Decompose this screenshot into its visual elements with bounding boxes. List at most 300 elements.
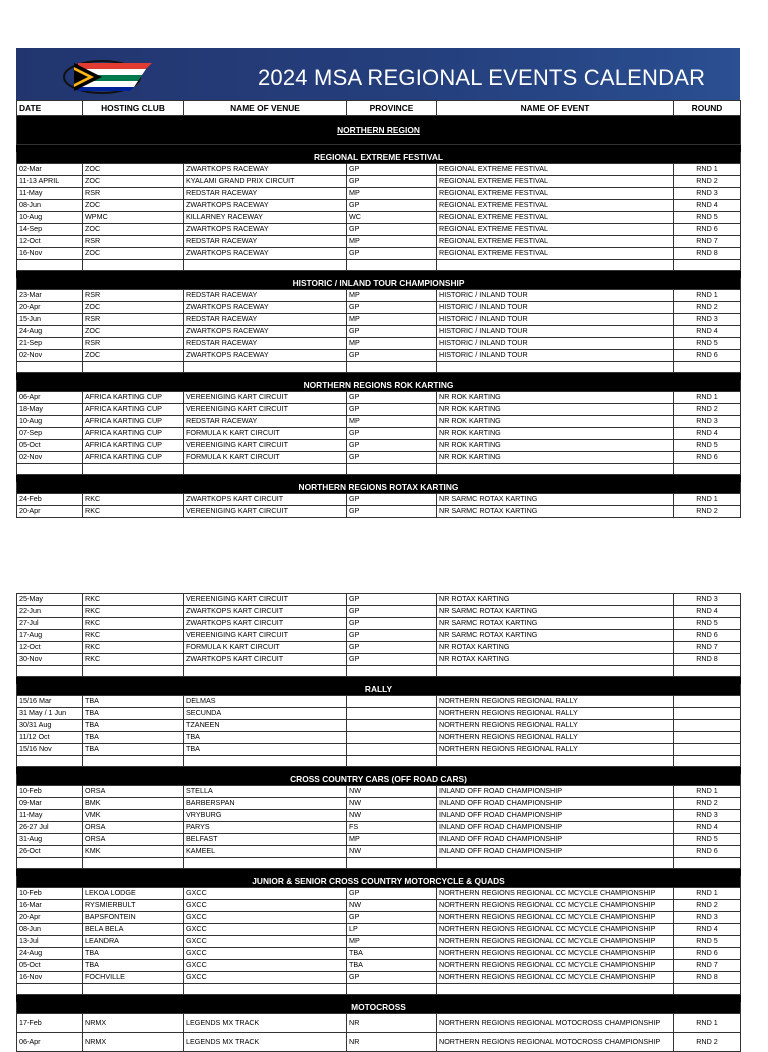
cell-venue: VRYBURG bbox=[184, 810, 347, 822]
cell-province: GP bbox=[347, 630, 437, 642]
cell-event: NORTHERN REGIONS REGIONAL CC MCYCLE CHAMPIONSHIP bbox=[437, 960, 674, 972]
cell-date: 24-Aug bbox=[17, 326, 83, 338]
cell-event: HISTORIC / INLAND TOUR bbox=[437, 302, 674, 314]
cell-province: GP bbox=[347, 248, 437, 260]
table-row bbox=[17, 822, 741, 834]
cell-round bbox=[674, 720, 741, 732]
col-hosting-club: HOSTING CLUB bbox=[83, 101, 184, 116]
table-row bbox=[17, 960, 741, 972]
cell-venue: STELLA bbox=[184, 786, 347, 798]
cell-date: 23-Mar bbox=[17, 290, 83, 302]
table-row bbox=[17, 594, 741, 606]
cell-round: RND 6 bbox=[674, 630, 741, 642]
cell-round: RND 1 bbox=[674, 290, 741, 302]
cell-round: RND 6 bbox=[674, 948, 741, 960]
cell-club: TBA bbox=[83, 948, 184, 960]
section-header bbox=[17, 774, 741, 786]
cell-club: ORSA bbox=[83, 834, 184, 846]
cell-venue: GXCC bbox=[184, 972, 347, 984]
cell-club: BELA BELA bbox=[83, 924, 184, 936]
cell-club: TBA bbox=[83, 960, 184, 972]
cell-club: ZOC bbox=[83, 164, 184, 176]
cell-club: TBA bbox=[83, 696, 184, 708]
cell-province: GP bbox=[347, 452, 437, 464]
cell-round: RND 5 bbox=[674, 834, 741, 846]
cell-club: RKC bbox=[83, 630, 184, 642]
cell-venue: GXCC bbox=[184, 888, 347, 900]
cell-venue: REDSTAR RACEWAY bbox=[184, 416, 347, 428]
cell-date: 27-Jul bbox=[17, 618, 83, 630]
cell-club: ORSA bbox=[83, 786, 184, 798]
cell-province: GP bbox=[347, 176, 437, 188]
cell-round: RND 2 bbox=[674, 1033, 741, 1052]
cell-province: MP bbox=[347, 936, 437, 948]
cell-event: INLAND OFF ROAD CHAMPIONSHIP bbox=[437, 786, 674, 798]
cell-venue: PARYS bbox=[184, 822, 347, 834]
calendar-page-2 bbox=[16, 593, 740, 1052]
cell-venue: ZWARTKOPS RACEWAY bbox=[184, 302, 347, 314]
table-row bbox=[17, 326, 741, 338]
cell-venue: REDSTAR RACEWAY bbox=[184, 236, 347, 248]
cell-event: NORTHERN REGIONS REGIONAL RALLY bbox=[437, 744, 674, 756]
cell-club: RKC bbox=[83, 654, 184, 666]
section-spacer bbox=[17, 475, 741, 482]
cell-round: RND 7 bbox=[674, 642, 741, 654]
cell-venue: SECUNDA bbox=[184, 708, 347, 720]
cell-event: NORTHERN REGIONS REGIONAL CC MCYCLE CHAMPIONSHIP bbox=[437, 924, 674, 936]
cell-venue: VEREENIGING KART CIRCUIT bbox=[184, 440, 347, 452]
cell-date: 20-Apr bbox=[17, 506, 83, 518]
cell-date: 06-Apr bbox=[17, 1033, 83, 1052]
cell-date: 20-Apr bbox=[17, 302, 83, 314]
cell-club: RSR bbox=[83, 290, 184, 302]
table-row bbox=[17, 720, 741, 732]
table-row bbox=[17, 744, 741, 756]
cell-event: NORTHERN REGIONS REGIONAL RALLY bbox=[437, 732, 674, 744]
cell-event: NR ROTAX KARTING bbox=[437, 654, 674, 666]
cell-venue: GXCC bbox=[184, 924, 347, 936]
table-row bbox=[17, 248, 741, 260]
cell-round: RND 5 bbox=[674, 440, 741, 452]
page-title: 2024 MSA REGIONAL EVENTS CALENDAR bbox=[258, 65, 706, 90]
table-row bbox=[17, 428, 741, 440]
cell-round: RND 6 bbox=[674, 452, 741, 464]
cell-date: 08-Jun bbox=[17, 200, 83, 212]
table-row bbox=[17, 164, 741, 176]
section-spacer bbox=[17, 271, 741, 278]
section-title: CROSS COUNTRY CARS (OFF ROAD CARS) bbox=[17, 774, 741, 786]
cell-province: GP bbox=[347, 606, 437, 618]
cell-date: 10-Feb bbox=[17, 888, 83, 900]
cell-venue: FORMULA K KART CIRCUIT bbox=[184, 428, 347, 440]
table-row bbox=[17, 834, 741, 846]
cell-venue: ZWARTKOPS KART CIRCUIT bbox=[184, 618, 347, 630]
cell-date: 09-Mar bbox=[17, 798, 83, 810]
cell-date: 02-Nov bbox=[17, 452, 83, 464]
cell-event: REGIONAL EXTREME FESTIVAL bbox=[437, 176, 674, 188]
cell-round bbox=[674, 732, 741, 744]
cell-province: TBA bbox=[347, 960, 437, 972]
cell-round: RND 4 bbox=[674, 822, 741, 834]
table-row bbox=[17, 786, 741, 798]
blank-row bbox=[17, 362, 741, 373]
cell-date: 11-13 APRIL bbox=[17, 176, 83, 188]
cell-round: RND 3 bbox=[674, 314, 741, 326]
table-row bbox=[17, 810, 741, 822]
cell-province: GP bbox=[347, 912, 437, 924]
cell-round: RND 3 bbox=[674, 188, 741, 200]
cell-venue: FORMULA K KART CIRCUIT bbox=[184, 642, 347, 654]
cell-date: 30-Nov bbox=[17, 654, 83, 666]
cell-province: NW bbox=[347, 900, 437, 912]
cell-province: GP bbox=[347, 642, 437, 654]
cell-date: 22-Jun bbox=[17, 606, 83, 618]
cell-province: GP bbox=[347, 494, 437, 506]
cell-province: GP bbox=[347, 392, 437, 404]
cell-round bbox=[674, 696, 741, 708]
cell-date: 12-Oct bbox=[17, 236, 83, 248]
cell-venue: ZWARTKOPS KART CIRCUIT bbox=[184, 654, 347, 666]
cell-event: REGIONAL EXTREME FESTIVAL bbox=[437, 188, 674, 200]
section-spacer bbox=[17, 373, 741, 380]
cell-province: GP bbox=[347, 594, 437, 606]
cell-round: RND 2 bbox=[674, 176, 741, 188]
section-header bbox=[17, 380, 741, 392]
cell-club: ZOC bbox=[83, 176, 184, 188]
cell-round: RND 2 bbox=[674, 404, 741, 416]
calendar-page-1 bbox=[16, 48, 740, 518]
cell-round: RND 5 bbox=[674, 338, 741, 350]
cell-date: 06-Apr bbox=[17, 392, 83, 404]
cell-event: NR SARMC ROTAX KARTING bbox=[437, 494, 674, 506]
cell-club: BAPSFONTEIN bbox=[83, 912, 184, 924]
cell-province: NR bbox=[347, 1014, 437, 1033]
cell-event: NR SARMC ROTAX KARTING bbox=[437, 506, 674, 518]
cell-club: ZOC bbox=[83, 248, 184, 260]
cell-date: 15/16 Mar bbox=[17, 696, 83, 708]
table-row bbox=[17, 924, 741, 936]
blank-row bbox=[17, 666, 741, 677]
cell-province: GP bbox=[347, 326, 437, 338]
cell-round: RND 6 bbox=[674, 350, 741, 362]
cell-event: INLAND OFF ROAD CHAMPIONSHIP bbox=[437, 798, 674, 810]
cell-venue: REDSTAR RACEWAY bbox=[184, 188, 347, 200]
cell-province: GP bbox=[347, 428, 437, 440]
cell-event: REGIONAL EXTREME FESTIVAL bbox=[437, 224, 674, 236]
cell-event: REGIONAL EXTREME FESTIVAL bbox=[437, 236, 674, 248]
cell-round: RND 8 bbox=[674, 654, 741, 666]
col-province: PROVINCE bbox=[347, 101, 437, 116]
table-row bbox=[17, 188, 741, 200]
cell-province: GP bbox=[347, 506, 437, 518]
section-header bbox=[17, 876, 741, 888]
col-event: NAME OF EVENT bbox=[437, 101, 674, 116]
cell-round: RND 5 bbox=[674, 618, 741, 630]
cell-club: RSR bbox=[83, 314, 184, 326]
cell-club: AFRICA KARTING CUP bbox=[83, 416, 184, 428]
cell-round: RND 1 bbox=[674, 1014, 741, 1033]
region-title: NORTHERN REGION bbox=[337, 124, 420, 135]
cell-venue: ZWARTKOPS RACEWAY bbox=[184, 224, 347, 236]
table-row bbox=[17, 212, 741, 224]
cell-date: 30/31 Aug bbox=[17, 720, 83, 732]
cell-event: NR SARMC ROTAX KARTING bbox=[437, 630, 674, 642]
cell-province: MP bbox=[347, 416, 437, 428]
table-row bbox=[17, 696, 741, 708]
cell-venue: TBA bbox=[184, 732, 347, 744]
cell-province bbox=[347, 708, 437, 720]
cell-province bbox=[347, 744, 437, 756]
cell-province bbox=[347, 720, 437, 732]
cell-round: RND 4 bbox=[674, 326, 741, 338]
table-row bbox=[17, 1033, 741, 1052]
events-table-2 bbox=[16, 593, 741, 1052]
cell-round bbox=[674, 744, 741, 756]
cell-date: 02-Mar bbox=[17, 164, 83, 176]
cell-date: 15-Jun bbox=[17, 314, 83, 326]
cell-province: MP bbox=[347, 188, 437, 200]
cell-round: RND 7 bbox=[674, 236, 741, 248]
cell-date: 10-Aug bbox=[17, 416, 83, 428]
cell-province: GP bbox=[347, 404, 437, 416]
blank-row bbox=[17, 756, 741, 767]
cell-venue: ZWARTKOPS KART CIRCUIT bbox=[184, 494, 347, 506]
cell-round: RND 3 bbox=[674, 416, 741, 428]
cell-round: RND 3 bbox=[674, 594, 741, 606]
cell-event: NORTHERN REGIONS REGIONAL CC MCYCLE CHAMPIONSHIP bbox=[437, 912, 674, 924]
cell-venue: VEREENIGING KART CIRCUIT bbox=[184, 630, 347, 642]
cell-venue: ZWARTKOPS RACEWAY bbox=[184, 350, 347, 362]
cell-round: RND 4 bbox=[674, 606, 741, 618]
cell-venue: GXCC bbox=[184, 960, 347, 972]
cell-venue: ZWARTKOPS KART CIRCUIT bbox=[184, 606, 347, 618]
cell-club: LEANDRA bbox=[83, 936, 184, 948]
cell-venue: KAMEEL bbox=[184, 846, 347, 858]
section-spacer bbox=[17, 145, 741, 152]
cell-venue: ZWARTKOPS RACEWAY bbox=[184, 326, 347, 338]
cell-club: TBA bbox=[83, 720, 184, 732]
table-row bbox=[17, 912, 741, 924]
cell-date: 16-Nov bbox=[17, 248, 83, 260]
cell-event: HISTORIC / INLAND TOUR bbox=[437, 350, 674, 362]
col-round: ROUND bbox=[674, 101, 741, 116]
cell-event: NR ROTAX KARTING bbox=[437, 594, 674, 606]
cell-event: NORTHERN REGIONS REGIONAL CC MCYCLE CHAMPIONSHIP bbox=[437, 948, 674, 960]
cell-province: GP bbox=[347, 350, 437, 362]
table-row bbox=[17, 314, 741, 326]
cell-event: HISTORIC / INLAND TOUR bbox=[437, 314, 674, 326]
cell-province: NR bbox=[347, 1033, 437, 1052]
cell-date: 11-May bbox=[17, 188, 83, 200]
section-spacer bbox=[17, 869, 741, 876]
cell-event: NORTHERN REGIONS REGIONAL CC MCYCLE CHAMPIONSHIP bbox=[437, 972, 674, 984]
table-row bbox=[17, 654, 741, 666]
cell-province: GP bbox=[347, 618, 437, 630]
cell-date: 05-Oct bbox=[17, 960, 83, 972]
cell-date: 08-Jun bbox=[17, 924, 83, 936]
cell-event: INLAND OFF ROAD CHAMPIONSHIP bbox=[437, 834, 674, 846]
cell-venue: KYALAMI GRAND PRIX CIRCUIT bbox=[184, 176, 347, 188]
cell-event: NR ROK KARTING bbox=[437, 416, 674, 428]
cell-date: 31 May / 1 Jun bbox=[17, 708, 83, 720]
cell-event: INLAND OFF ROAD CHAMPIONSHIP bbox=[437, 846, 674, 858]
cell-event: REGIONAL EXTREME FESTIVAL bbox=[437, 248, 674, 260]
header-row bbox=[17, 101, 741, 116]
cell-venue: BARBERSPAN bbox=[184, 798, 347, 810]
cell-round: RND 8 bbox=[674, 972, 741, 984]
cell-event: NR SARMC ROTAX KARTING bbox=[437, 606, 674, 618]
col-date: DATE bbox=[17, 101, 83, 116]
cell-date: 16-Mar bbox=[17, 900, 83, 912]
blank-row bbox=[17, 984, 741, 995]
cell-event: NORTHERN REGIONS REGIONAL RALLY bbox=[437, 720, 674, 732]
cell-province: GP bbox=[347, 164, 437, 176]
cell-round: RND 2 bbox=[674, 900, 741, 912]
cell-club: ZOC bbox=[83, 350, 184, 362]
cell-province bbox=[347, 732, 437, 744]
cell-date: 15/16 Nov bbox=[17, 744, 83, 756]
col-venue: NAME OF VENUE bbox=[184, 101, 347, 116]
table-row bbox=[17, 176, 741, 188]
cell-province: GP bbox=[347, 224, 437, 236]
cell-venue: GXCC bbox=[184, 936, 347, 948]
table-row bbox=[17, 494, 741, 506]
cell-date: 17-Feb bbox=[17, 1014, 83, 1033]
table-row bbox=[17, 630, 741, 642]
cell-club: RSR bbox=[83, 338, 184, 350]
cell-club: AFRICA KARTING CUP bbox=[83, 452, 184, 464]
cell-venue: GXCC bbox=[184, 948, 347, 960]
table-row bbox=[17, 404, 741, 416]
cell-event: NR ROTAX KARTING bbox=[437, 642, 674, 654]
table-row bbox=[17, 224, 741, 236]
cell-club: AFRICA KARTING CUP bbox=[83, 404, 184, 416]
cell-venue: ZWARTKOPS RACEWAY bbox=[184, 164, 347, 176]
cell-venue: LEGENDS MX TRACK bbox=[184, 1033, 347, 1052]
cell-date: 13-Jul bbox=[17, 936, 83, 948]
cell-province: FS bbox=[347, 822, 437, 834]
table-row bbox=[17, 900, 741, 912]
cell-province: NW bbox=[347, 786, 437, 798]
cell-date: 16-Nov bbox=[17, 972, 83, 984]
table-row bbox=[17, 732, 741, 744]
cell-province bbox=[347, 696, 437, 708]
cell-venue: GXCC bbox=[184, 912, 347, 924]
cell-club: LEKOA LODGE bbox=[83, 888, 184, 900]
cell-club: RKC bbox=[83, 606, 184, 618]
section-header bbox=[17, 278, 741, 290]
cell-round: RND 3 bbox=[674, 810, 741, 822]
cell-venue: REDSTAR RACEWAY bbox=[184, 290, 347, 302]
cell-province: NW bbox=[347, 846, 437, 858]
cell-club: KMK bbox=[83, 846, 184, 858]
section-spacer bbox=[17, 995, 741, 1002]
cell-club: AFRICA KARTING CUP bbox=[83, 392, 184, 404]
cell-round: RND 1 bbox=[674, 164, 741, 176]
cell-event: NORTHERN REGIONS REGIONAL MOTOCROSS CHAMPIONSHIP bbox=[437, 1014, 674, 1033]
cell-round: RND 1 bbox=[674, 494, 741, 506]
blank-row bbox=[17, 858, 741, 869]
section-title: MOTOCROSS bbox=[17, 1002, 741, 1014]
cell-event: INLAND OFF ROAD CHAMPIONSHIP bbox=[437, 822, 674, 834]
section-title: NORTHERN REGIONS ROK KARTING bbox=[17, 380, 741, 392]
cell-round: RND 4 bbox=[674, 924, 741, 936]
section-header bbox=[17, 684, 741, 696]
cell-venue: VEREENIGING KART CIRCUIT bbox=[184, 392, 347, 404]
cell-club: AFRICA KARTING CUP bbox=[83, 440, 184, 452]
cell-event: NR ROK KARTING bbox=[437, 452, 674, 464]
cell-venue: KILLARNEY RACEWAY bbox=[184, 212, 347, 224]
cell-date: 07-Sep bbox=[17, 428, 83, 440]
cell-event: NR SARMC ROTAX KARTING bbox=[437, 618, 674, 630]
cell-round: RND 4 bbox=[674, 200, 741, 212]
cell-date: 02-Nov bbox=[17, 350, 83, 362]
cell-date: 20-Apr bbox=[17, 912, 83, 924]
cell-club: ZOC bbox=[83, 326, 184, 338]
section-spacer bbox=[17, 767, 741, 774]
cell-round: RND 6 bbox=[674, 224, 741, 236]
table-row bbox=[17, 846, 741, 858]
cell-province: MP bbox=[347, 834, 437, 846]
cell-club: ORSA bbox=[83, 822, 184, 834]
cell-province: MP bbox=[347, 290, 437, 302]
section-title: REGIONAL EXTREME FESTIVAL bbox=[17, 152, 741, 164]
cell-date: 26-27 Jul bbox=[17, 822, 83, 834]
cell-date: 17-Aug bbox=[17, 630, 83, 642]
cell-club: AFRICA KARTING CUP bbox=[83, 428, 184, 440]
cell-venue: GXCC bbox=[184, 900, 347, 912]
table-row bbox=[17, 798, 741, 810]
section-header bbox=[17, 482, 741, 494]
cell-venue: DELMAS bbox=[184, 696, 347, 708]
cell-round: RND 8 bbox=[674, 248, 741, 260]
table-row bbox=[17, 642, 741, 654]
table-row bbox=[17, 392, 741, 404]
cell-province: MP bbox=[347, 338, 437, 350]
cell-province: TBA bbox=[347, 948, 437, 960]
cell-club: VMK bbox=[83, 810, 184, 822]
cell-venue: FORMULA K KART CIRCUIT bbox=[184, 452, 347, 464]
cell-event: NORTHERN REGIONS REGIONAL RALLY bbox=[437, 708, 674, 720]
cell-club: RSR bbox=[83, 188, 184, 200]
cell-round: RND 4 bbox=[674, 428, 741, 440]
cell-province: GP bbox=[347, 440, 437, 452]
blank-row bbox=[17, 260, 741, 271]
cell-event: NR ROK KARTING bbox=[437, 404, 674, 416]
cell-round: RND 1 bbox=[674, 786, 741, 798]
section-title: HISTORIC / INLAND TOUR CHAMPIONSHIP bbox=[17, 278, 741, 290]
table-row bbox=[17, 338, 741, 350]
cell-event: REGIONAL EXTREME FESTIVAL bbox=[437, 212, 674, 224]
cell-event: NR ROK KARTING bbox=[437, 440, 674, 452]
title-banner bbox=[16, 48, 740, 100]
cell-event: NORTHERN REGIONS REGIONAL RALLY bbox=[437, 696, 674, 708]
cell-club: FOCHVILLE bbox=[83, 972, 184, 984]
cell-round: RND 1 bbox=[674, 888, 741, 900]
cell-club: RYSMIERBULT bbox=[83, 900, 184, 912]
cell-date: 25-May bbox=[17, 594, 83, 606]
cell-province: WC bbox=[347, 212, 437, 224]
cell-date: 11-May bbox=[17, 810, 83, 822]
cell-province: GP bbox=[347, 200, 437, 212]
cell-venue: TBA bbox=[184, 744, 347, 756]
cell-date: 14-Sep bbox=[17, 224, 83, 236]
cell-club: RKC bbox=[83, 642, 184, 654]
section-header bbox=[17, 152, 741, 164]
section-header bbox=[17, 1002, 741, 1014]
section-title: RALLY bbox=[17, 684, 741, 696]
cell-venue: VEREENIGING KART CIRCUIT bbox=[184, 506, 347, 518]
